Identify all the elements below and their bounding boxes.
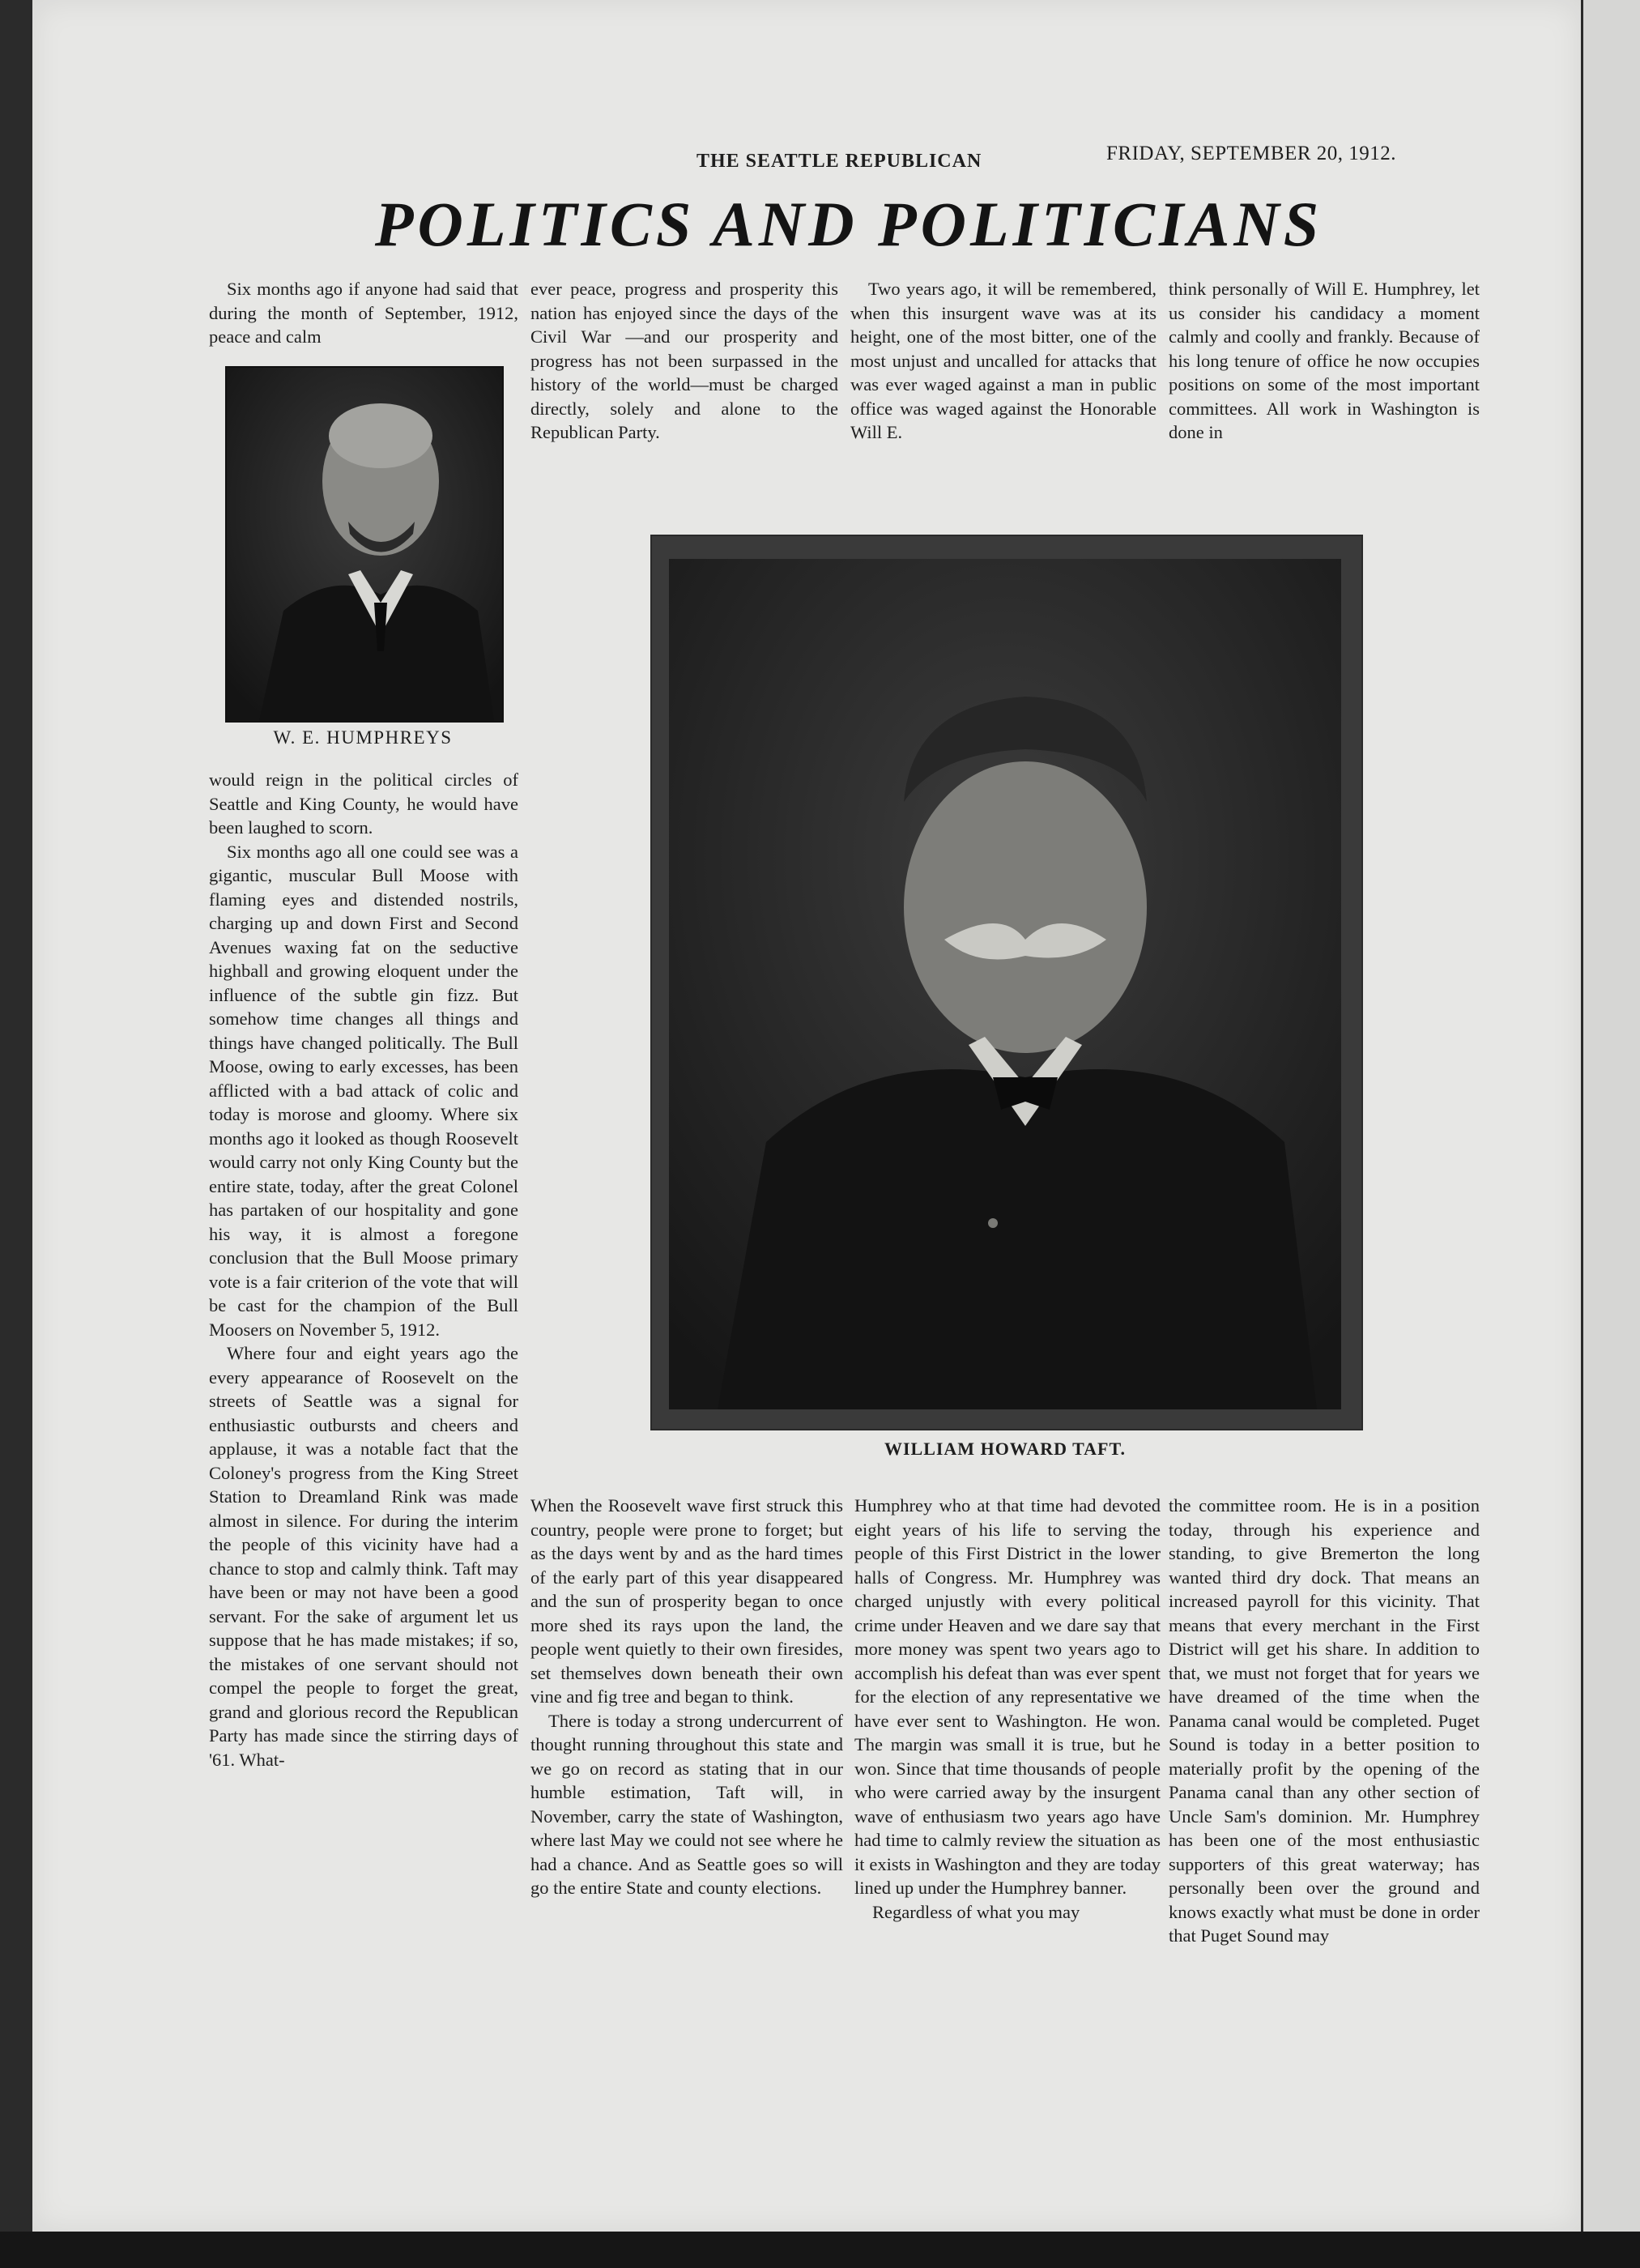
column-3-bottom [854,1494,1161,1924]
column-4-bottom [1169,1494,1480,1948]
scan-right-edge [1581,0,1640,2232]
page-headline: POLITICS AND POLITICIANS [374,189,1323,259]
portrait-taft-photo [669,559,1341,1409]
taft-caption: WILLIAM HOWARD TAFT. [884,1439,1127,1459]
paragraph: Two years ago, it will be remembered, when this insurgent wave was at its height, one of the most bitter, one of the most unjust and uncalled for attacks that was ever waged against a man in public office was waged against the Honorable Will E. [850,279,1157,442]
paragraph: ever peace, progress and prosperity this nation has enjoyed since the days of the Civil War —and our prosperity and progress has not been surpassed in the history of the world—must be charged directly, solely and alone to the Republican Party. [530,279,838,442]
paragraph: Six months ago if anyone had said that during the month of September, 1912, peace and calm [209,279,518,347]
column-1-top [209,277,518,349]
paragraph: There is today a strong undercurrent of thought running throughout this state and we go on record as stating that in our humble estimation, Taft will, in November, carry the state of Washington, where last May we could not see where he had a chance. And as Seattle goes so will go the entire State and county elections. [530,1710,843,1898]
portrait-humphreys-photo [225,366,504,723]
paragraph: would reign in the political circles of Seattle and King County, he would have been laughed to scorn. [209,770,518,838]
paragraph: When the Roosevelt wave first struck this country, people were prone to forget; but as the days went by and as the hard times of the early part of this year disappeared and the sun of prosperity began to once more shed its rays upon the land, the people went quietly to their own firesides, set themselves down beneath their own vine and fig tree and began to think. [530,1495,843,1707]
scan-bottom-edge [0,2232,1640,2268]
column-4-top [1169,277,1480,445]
scan-left-edge [0,0,32,2232]
column-3-top [850,277,1157,445]
paragraph: Regardless of what you may [872,1901,1080,1922]
column-1-bottom [209,768,518,1771]
humphreys-caption: W. E. HUMPHREYS [273,727,453,748]
paragraph: the committee room. He is in a position today, through his experience and standing, to give Bremerton the long wanted third dry dock. That means an increased payroll for this vicinity. That means that every merchant in the First District will get his share. In addition to that, we must not forget that for years we have dreamed of the time when the Panama canal would be completed. Puget Sound is today in a better position to materially profit by the opening of the Panama canal than any other section of Uncle Sam's dominion. Mr. Humphrey has been one of the most enthusiastic supporters of this great waterway; has personally been over the ground and knows exactly what must be done in order that Puget Sound may [1169,1495,1480,1946]
issue-date: FRIDAY, SEPTEMBER 20, 1912. [1106,143,1397,164]
newspaper-name: THE SEATTLE REPUBLICAN [696,151,982,172]
paragraph: Where four and eight years ago the every appearance of Roosevelt on the streets of Seattle was a signal for enthusiastic outbursts and cheers and applause, it was a notable fact that the Coloney's progress from the King Street Station to Dreamland Rink was made almost in silence. For during the interim the people of this vicinity have had a chance to stop and calmly think. Taft may have been or may not have been a good servant. For the sake of argument let us suppose that he has made mistakes; if so, the mistakes of one servant should not compel the people to forget the great, grand and glorious record the Republican Party has made since the stirring days of '61. What- [209,1343,518,1770]
paragraph: Humphrey who at that time had devoted eight years of his life to serving the people of this First District in the lower halls of Congress. Mr. Humphrey was charged unjustly with every political crime under Heaven and we dare say that more money was spent two years ago to accomplish his defeat than was ever spent for the election of any representative we have ever sent to Washington. He won. The margin was small it is true, but he won. Since that time thousands of people who were carried away by the insurgent wave of enthusiasm two years ago have had time to calmly review the situation as it exists in Washington and they are today lined up under the Humphrey banner. [854,1495,1161,1898]
paragraph: Six months ago all one could see was a gigantic, muscular Bull Moose with flaming eyes and distended nostrils, charging up and down First and Second Avenues waxing fat on the seductive highball and growing eloquent under the influence of the subtle gin fizz. But somehow time changes all things and things have changed politically. The Bull Moose, owing to early excesses, has been afflicted with a bad attack of colic and today is morose and gloomy. Where six months ago it looked as though Roosevelt would carry not only King County but the entire state, today, after the great Colonel has partaken of our hospitality and gone his way, it is almost a foregone conclusion that the Bull Moose primary vote is a fair criterion of the vote that will be cast for the champion of the Bull Moosers on November 5, 1912. [209,841,518,1340]
column-2-bottom [530,1494,843,1900]
column-2-top [530,277,838,445]
paragraph: think personally of Will E. Humphrey, let us consider his candidacy a moment calmly and coolly and frankly. Because of his long tenure of office he now occupies positions on some of the most important committees. All work in Washington is done in [1169,279,1480,442]
